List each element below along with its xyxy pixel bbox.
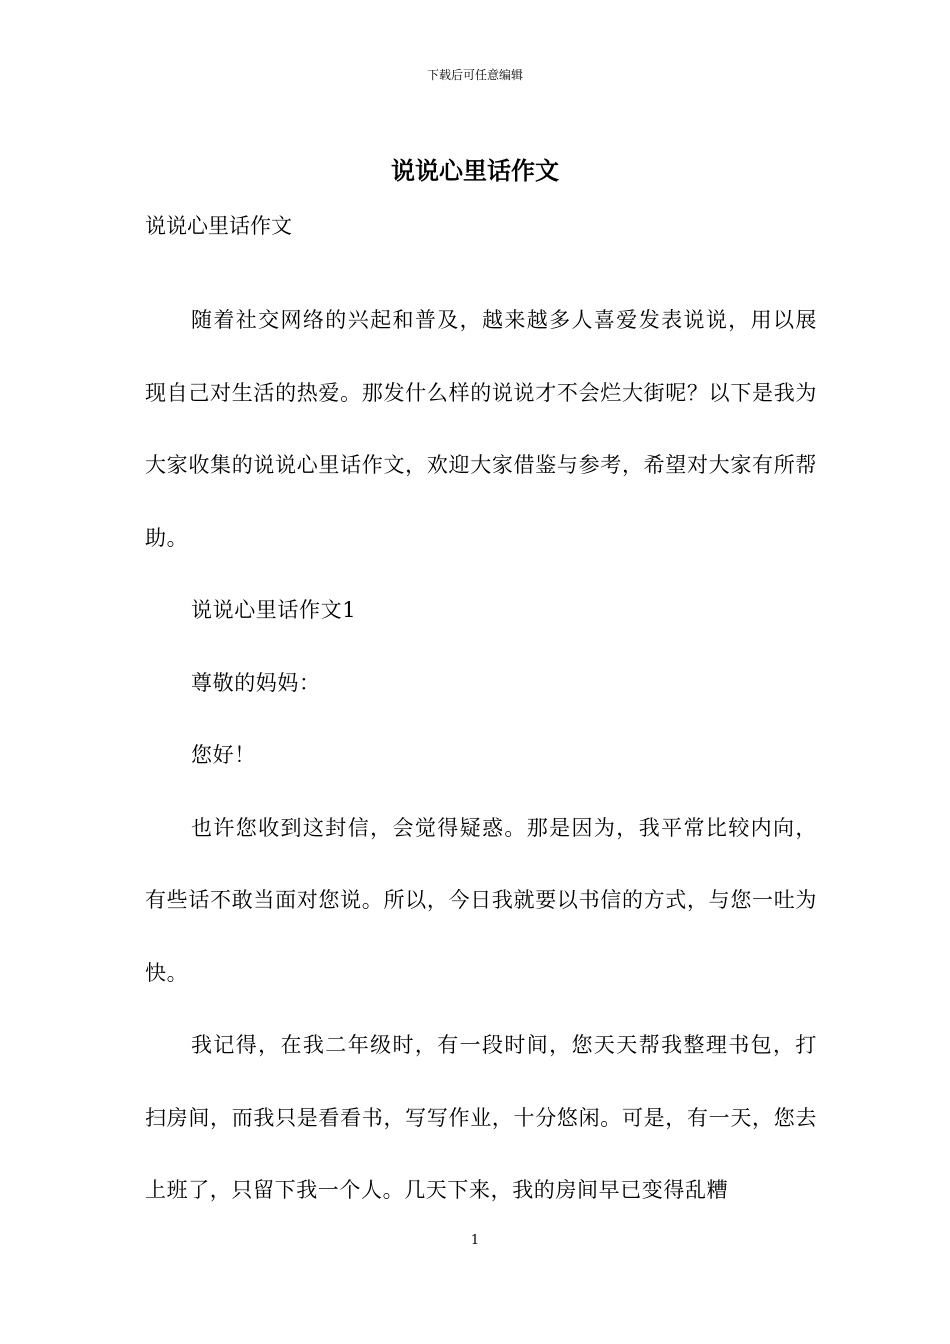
body-paragraph: 我记得，在我二年级时，有一段时间，您天天帮我整理书包，打扫房间，而我只是看看书，写写作业，十分悠闲。可是，有一天，您去上班了，只留下我一个人。几天下来，我的房间早已变得乱糟 [145,1033,817,1202]
document-subtitle: 说说心里话作文 [145,214,292,238]
page-number: 1 [470,1233,480,1248]
intro-paragraph: 随着社交网络的兴起和普及，越来越多人喜爱发表说说，用以展现自己对生活的热爱。那发什么样的说说才不会烂大街呢？以下是我为大家收集的说说心里话作文，欢迎大家借鉴与参考，希望对大家有所帮助。 [145,308,817,550]
body-paragraph: 也许您收到这封信，会觉得疑惑。那是因为，我平常比较内向，有些话不敢当面对您说。所以，今日我就要以书信的方式，与您一吐为快。 [145,815,817,985]
essay-heading: 说说心里话作文1 [191,598,357,622]
document-body [145,284,817,1227]
document-title: 说说心里话作文 [391,156,559,185]
letter-salutation: 尊敬的妈妈： [191,670,321,695]
header-note: 下载后可任意编辑 [426,68,523,82]
letter-greeting: 您好！ [191,743,256,767]
